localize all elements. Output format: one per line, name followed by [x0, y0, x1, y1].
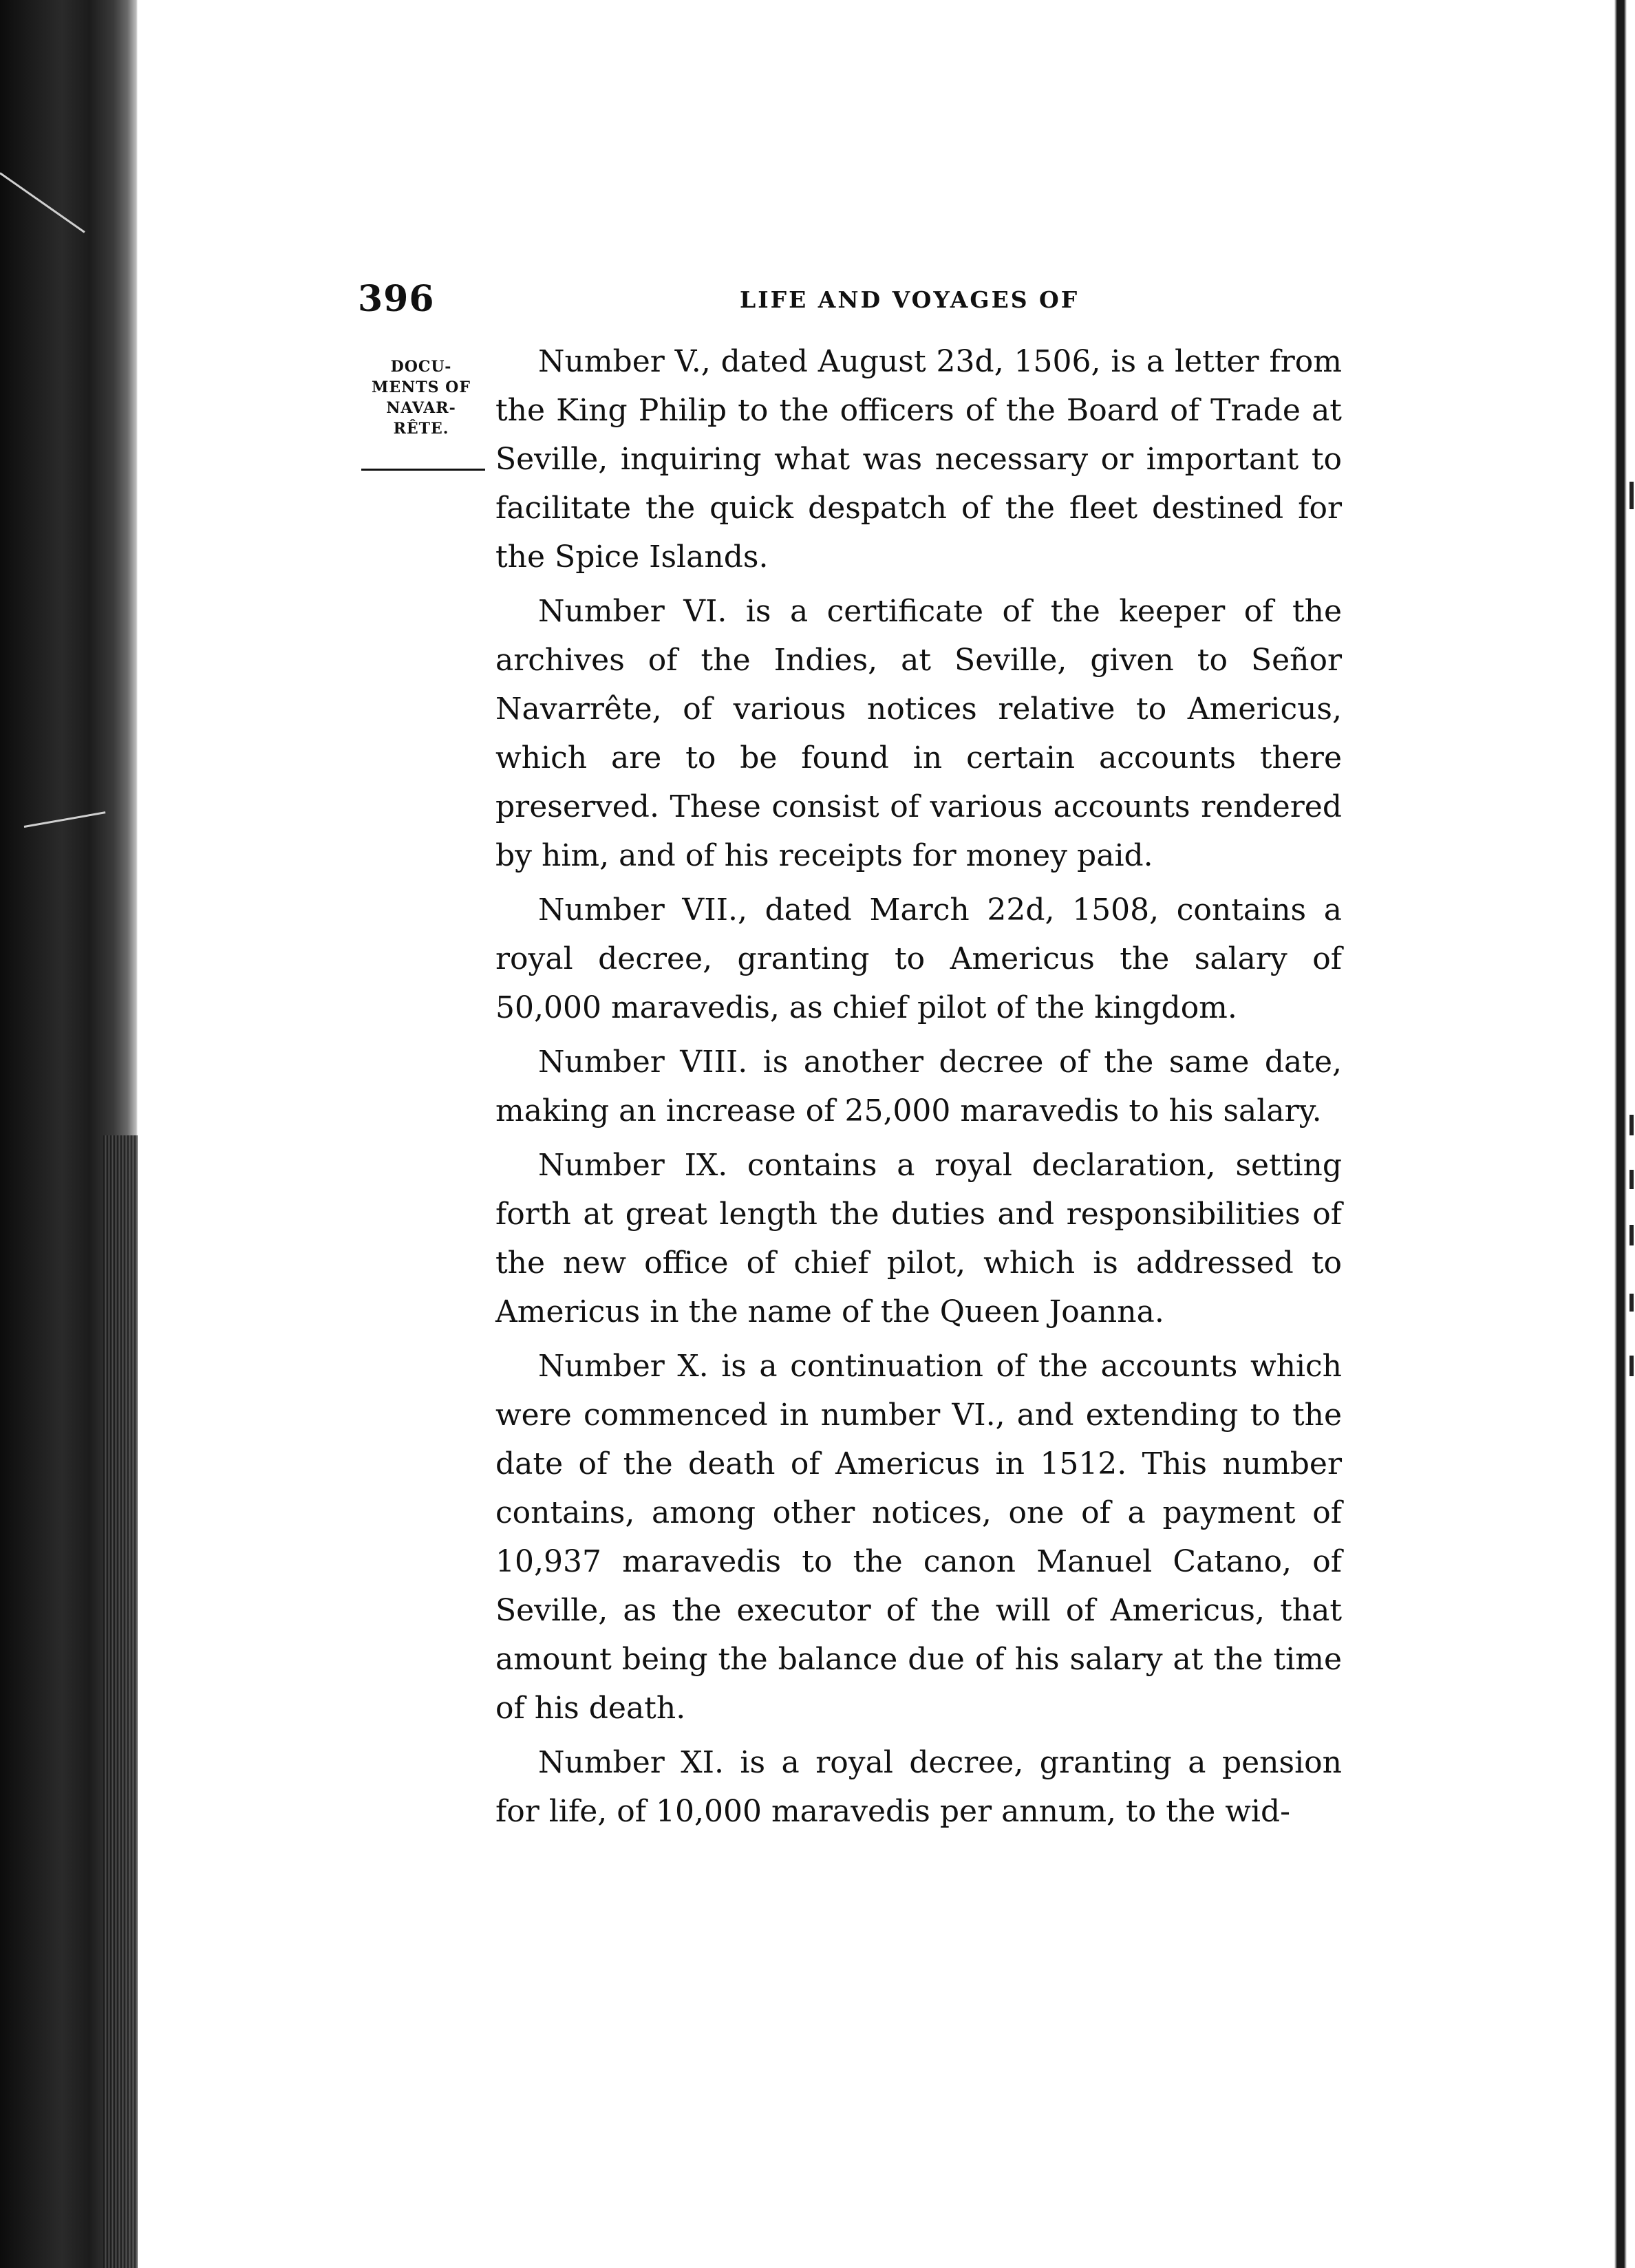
paragraph-number-viii: Number VIII. is another decree of the same date, making an increase of 25,000 maravedis to his salary. [495, 1045, 1342, 1128]
paragraph-number-xi: Number XI. is a royal decree, granting a pension for life, of 10,000 maravedis per annum, to the wid- [495, 1745, 1342, 1829]
body-text [495, 337, 1342, 1841]
margin-note-line: RÊTE. [393, 420, 449, 438]
running-head [358, 278, 1362, 333]
paragraph-number-x: Number X. is a continuation of the accounts which were commenced in number VI., and extending to the date of the death of Americus in 1512. This number contains, among other notices, one of a payment of 10,937 maravedis to the canon Manuel Catano, of Seville, as the executor of the will of Americus, that amount being the balance due of his salary at the time of his death. [495, 1349, 1342, 1726]
paragraph-number-vi: Number VI. is a certificate of the keeper of the archives of the Indies, at Seville, given to Señor Navarrête, of various notices relative to Americus, which are to be found in certain accounts there preserved. These consist of various accounts rendered by him, and of his receipts for money paid. [495, 594, 1342, 873]
running-title: LIFE AND VOYAGES OF [740, 286, 1080, 313]
margin-note [359, 356, 483, 439]
paragraph-number-ix: Number IX. contains a royal declaration, setting forth at great length the duties and responsibilities of the new office of chief pilot, which is addressed to Americus in the name of the Queen Joanna. [495, 1148, 1342, 1329]
paragraph-number-v: Number V., dated August 23d, 1506, is a letter from the King Philip to the officers of the Board of Trade at Seville, inquiring what was necessary or important to facilitate the quick despatch of the fleet destined for the Spice Islands. [495, 344, 1342, 575]
paragraph-number-vii: Number VII., dated March 22d, 1508, contains a royal decree, granting to Americus the salary of 50,000 maravedis, as chief pilot of the kingdom. [495, 892, 1342, 1025]
margin-note-line: DOCU- [390, 358, 452, 376]
margin-note-line: MENTS OF [372, 378, 471, 396]
page-number: 396 [358, 278, 435, 320]
margin-note-rule [361, 469, 485, 471]
margin-note-line: NAVAR- [386, 399, 456, 417]
